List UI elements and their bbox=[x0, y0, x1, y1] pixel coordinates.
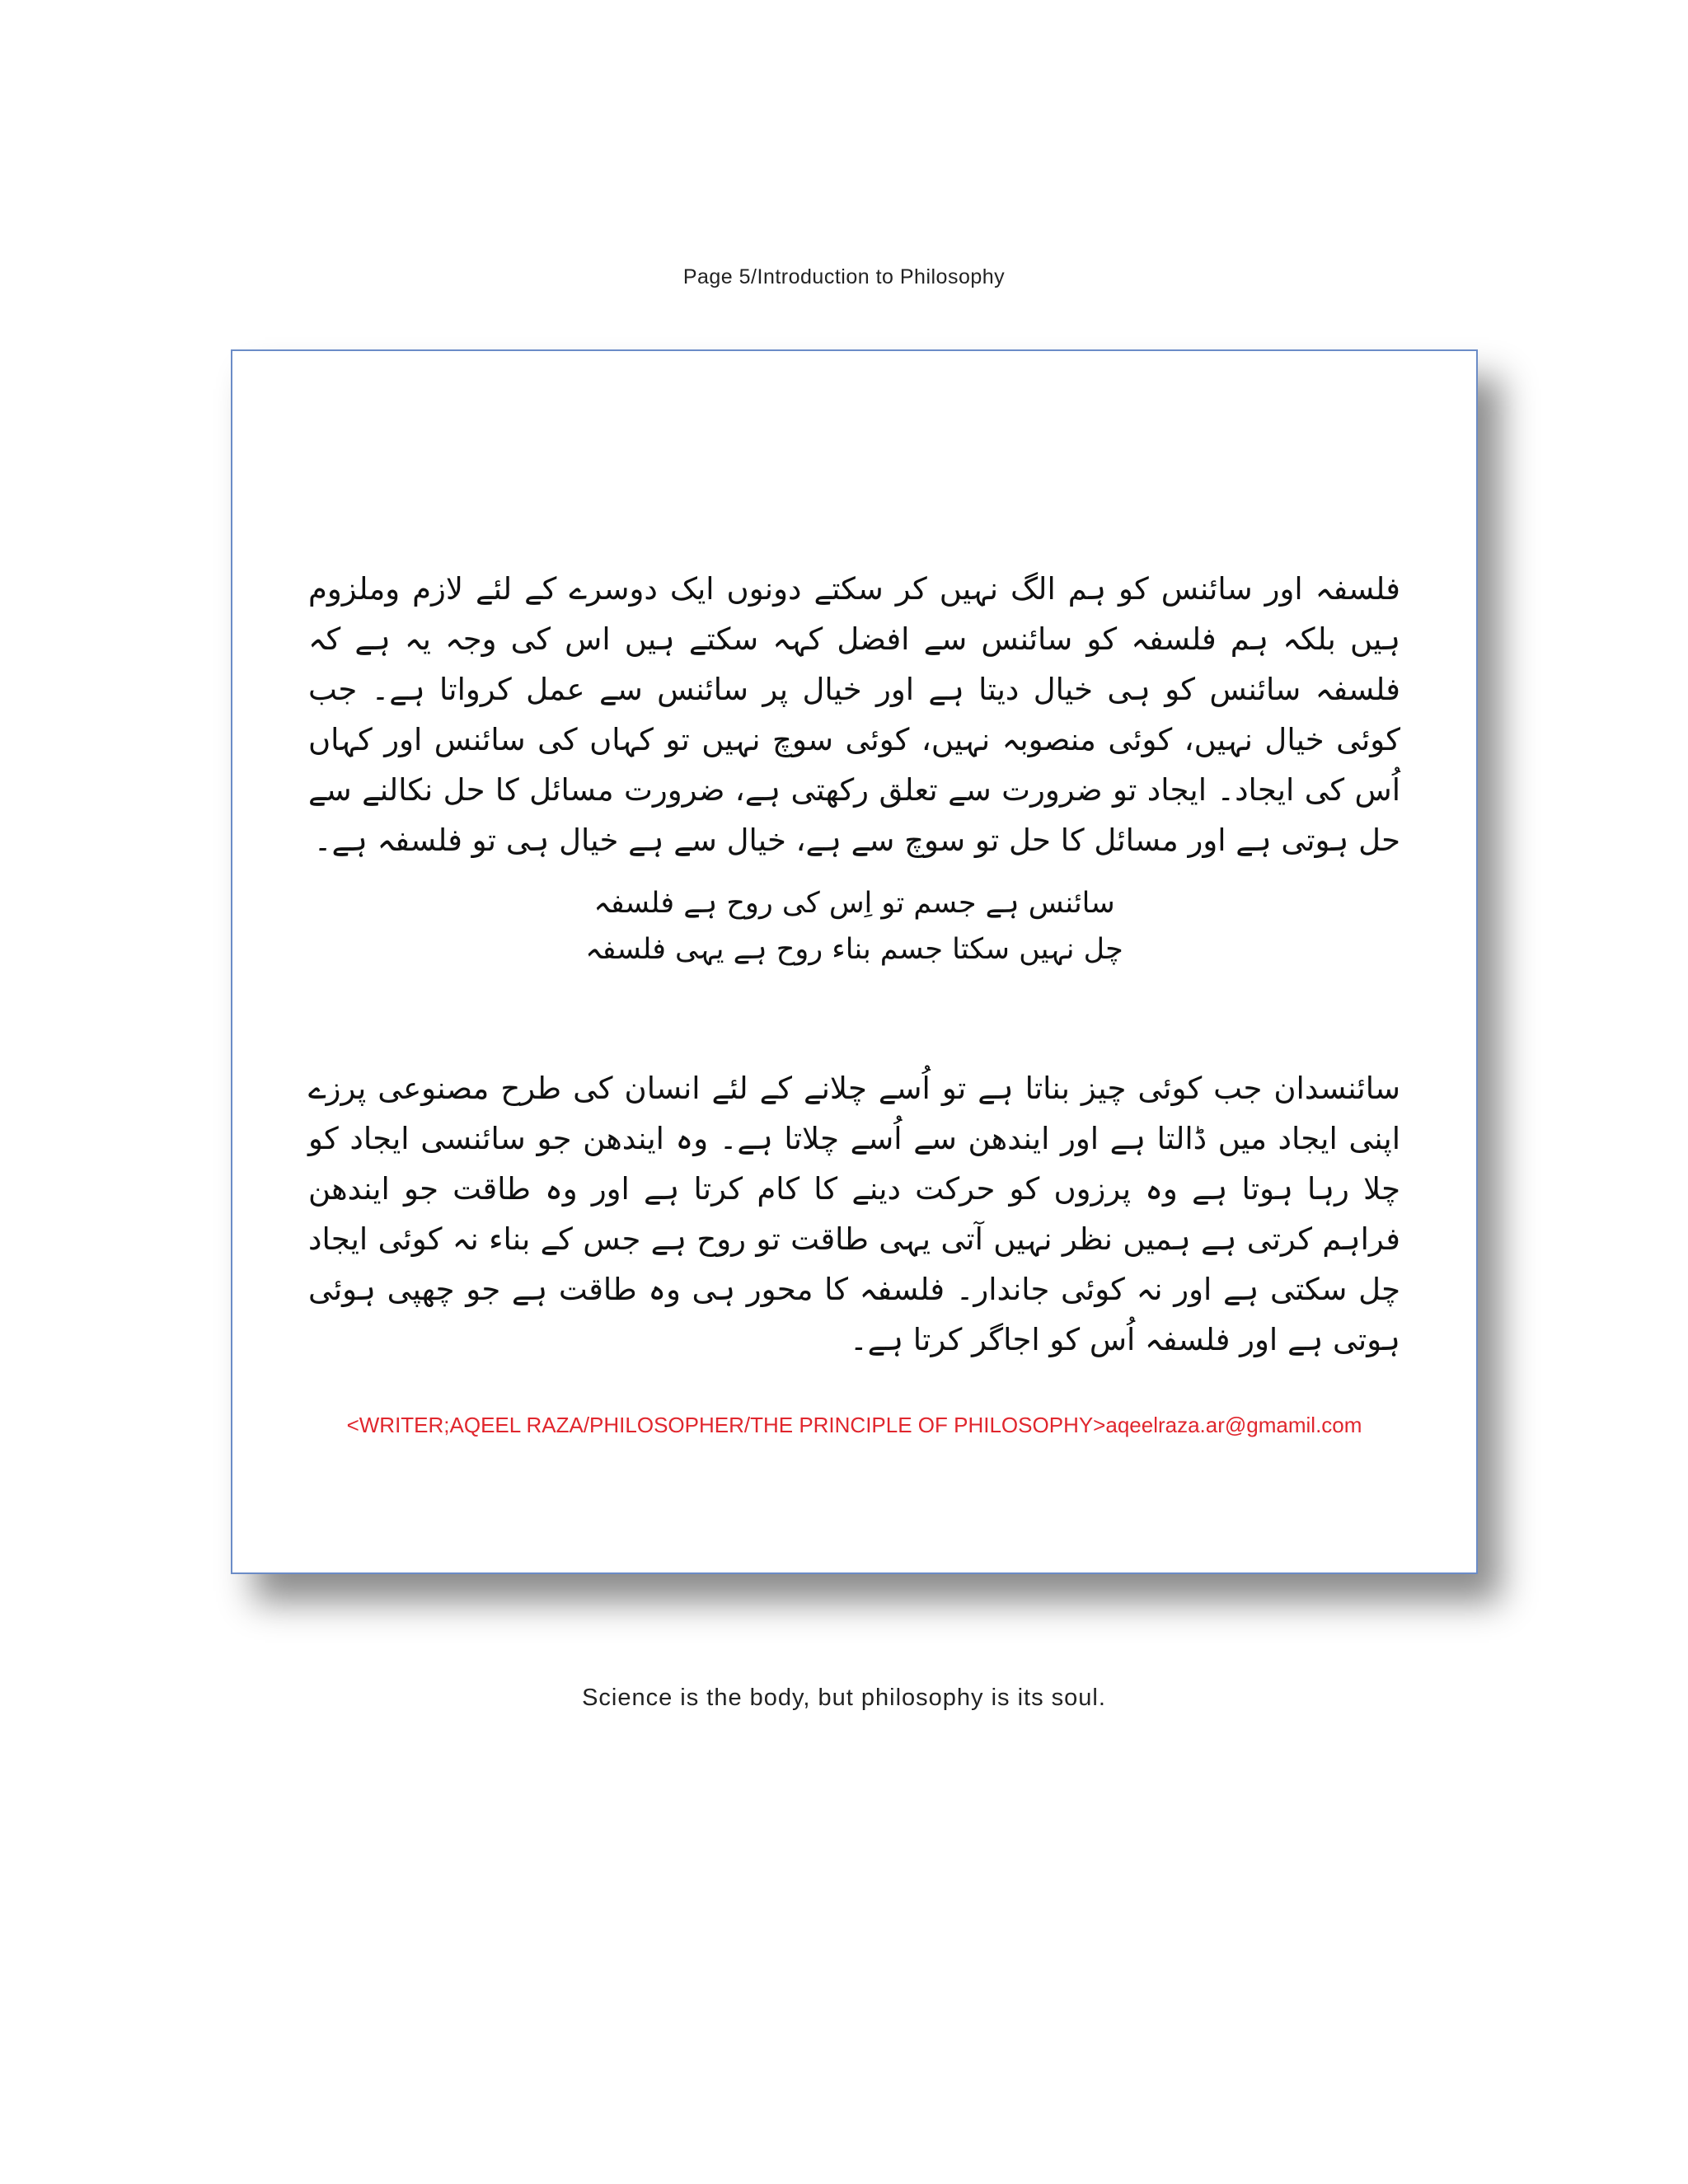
urdu-verse bbox=[232, 880, 1476, 972]
english-caption: Science is the body, but philosophy is its soul. bbox=[582, 1685, 1106, 1711]
page-header: Page 5/Introduction to Philosophy bbox=[682, 265, 1006, 288]
verse-line-2: چل نہیں سکتا جسم بناء روح ہے یہی فلسفہ bbox=[585, 933, 1123, 966]
verse-line-1: سائنس ہے جسم تو اِس کی روح ہے فلسفہ bbox=[593, 887, 1115, 920]
urdu-paragraph-1: فلسفہ اور سائنس کو ہم الگ نہیں کر سکتے دونوں ایک دوسرے کے لئے لازم وملزوم ہیں بلکہ ہم فلسفہ کو سائنس سے افضل کہہ سکتے ہیں اس کی وجہ یہ ہے کہ فلسفہ سائنس کو ہی خیال دیتا ہے اور خیال پر سائنس سے عمل کرواتا ہے۔ جب کوئی خیال نہیں، کوئی منصوبہ نہیں، کوئی سوچ نہیں تو کہاں کی سائنس اور کہاں اُس کی ایجاد۔ ایجاد تو ضرورت سے تعلق رکھتی ہے، ضرورت مسائل کا حل نکالنے سے حل ہوتی ہے اور مسائل کا حل تو سوچ سے ہے، خیال سے ہے خیال ہی تو فلسفہ ہے۔ bbox=[308, 571, 1400, 858]
scanned-text-image bbox=[231, 349, 1478, 1574]
writer-attribution: <WRITER;AQEEL RAZA/PHILOSOPHER/THE PRINCIPLE OF PHILOSOPHY>aqeelraza.ar@gmamil.com bbox=[346, 1413, 1362, 1437]
urdu-paragraph-2: سائنسدان جب کوئی چیز بناتا ہے تو اُسے چلانے کے لئے انسان کی طرح مصنوعی پرزے اپنی ایجاد میں ڈالتا ہے اور ایندھن سے اُسے چلاتا ہے۔ وہ ایندھن جو سائنسی ایجاد کو چلا رہا ہوتا ہے وہ پرزوں کو حرکت دینے کا کام کرتا ہے اور وہ طاقت جو ایندھن فراہم کرتی ہے ہمیں نظر نہیں آتی یہی طاقت تو روح ہے جس کے بناء نہ کوئی ایجاد چل سکتی ہے اور نہ کوئی جاندار۔ فلسفہ کا محور ہی وہ طاقت ہے جو چھپی ہوئی ہوتی ہے اور فلسفہ اُس کو اجاگر کرتا ہے۔ bbox=[308, 1071, 1400, 1357]
